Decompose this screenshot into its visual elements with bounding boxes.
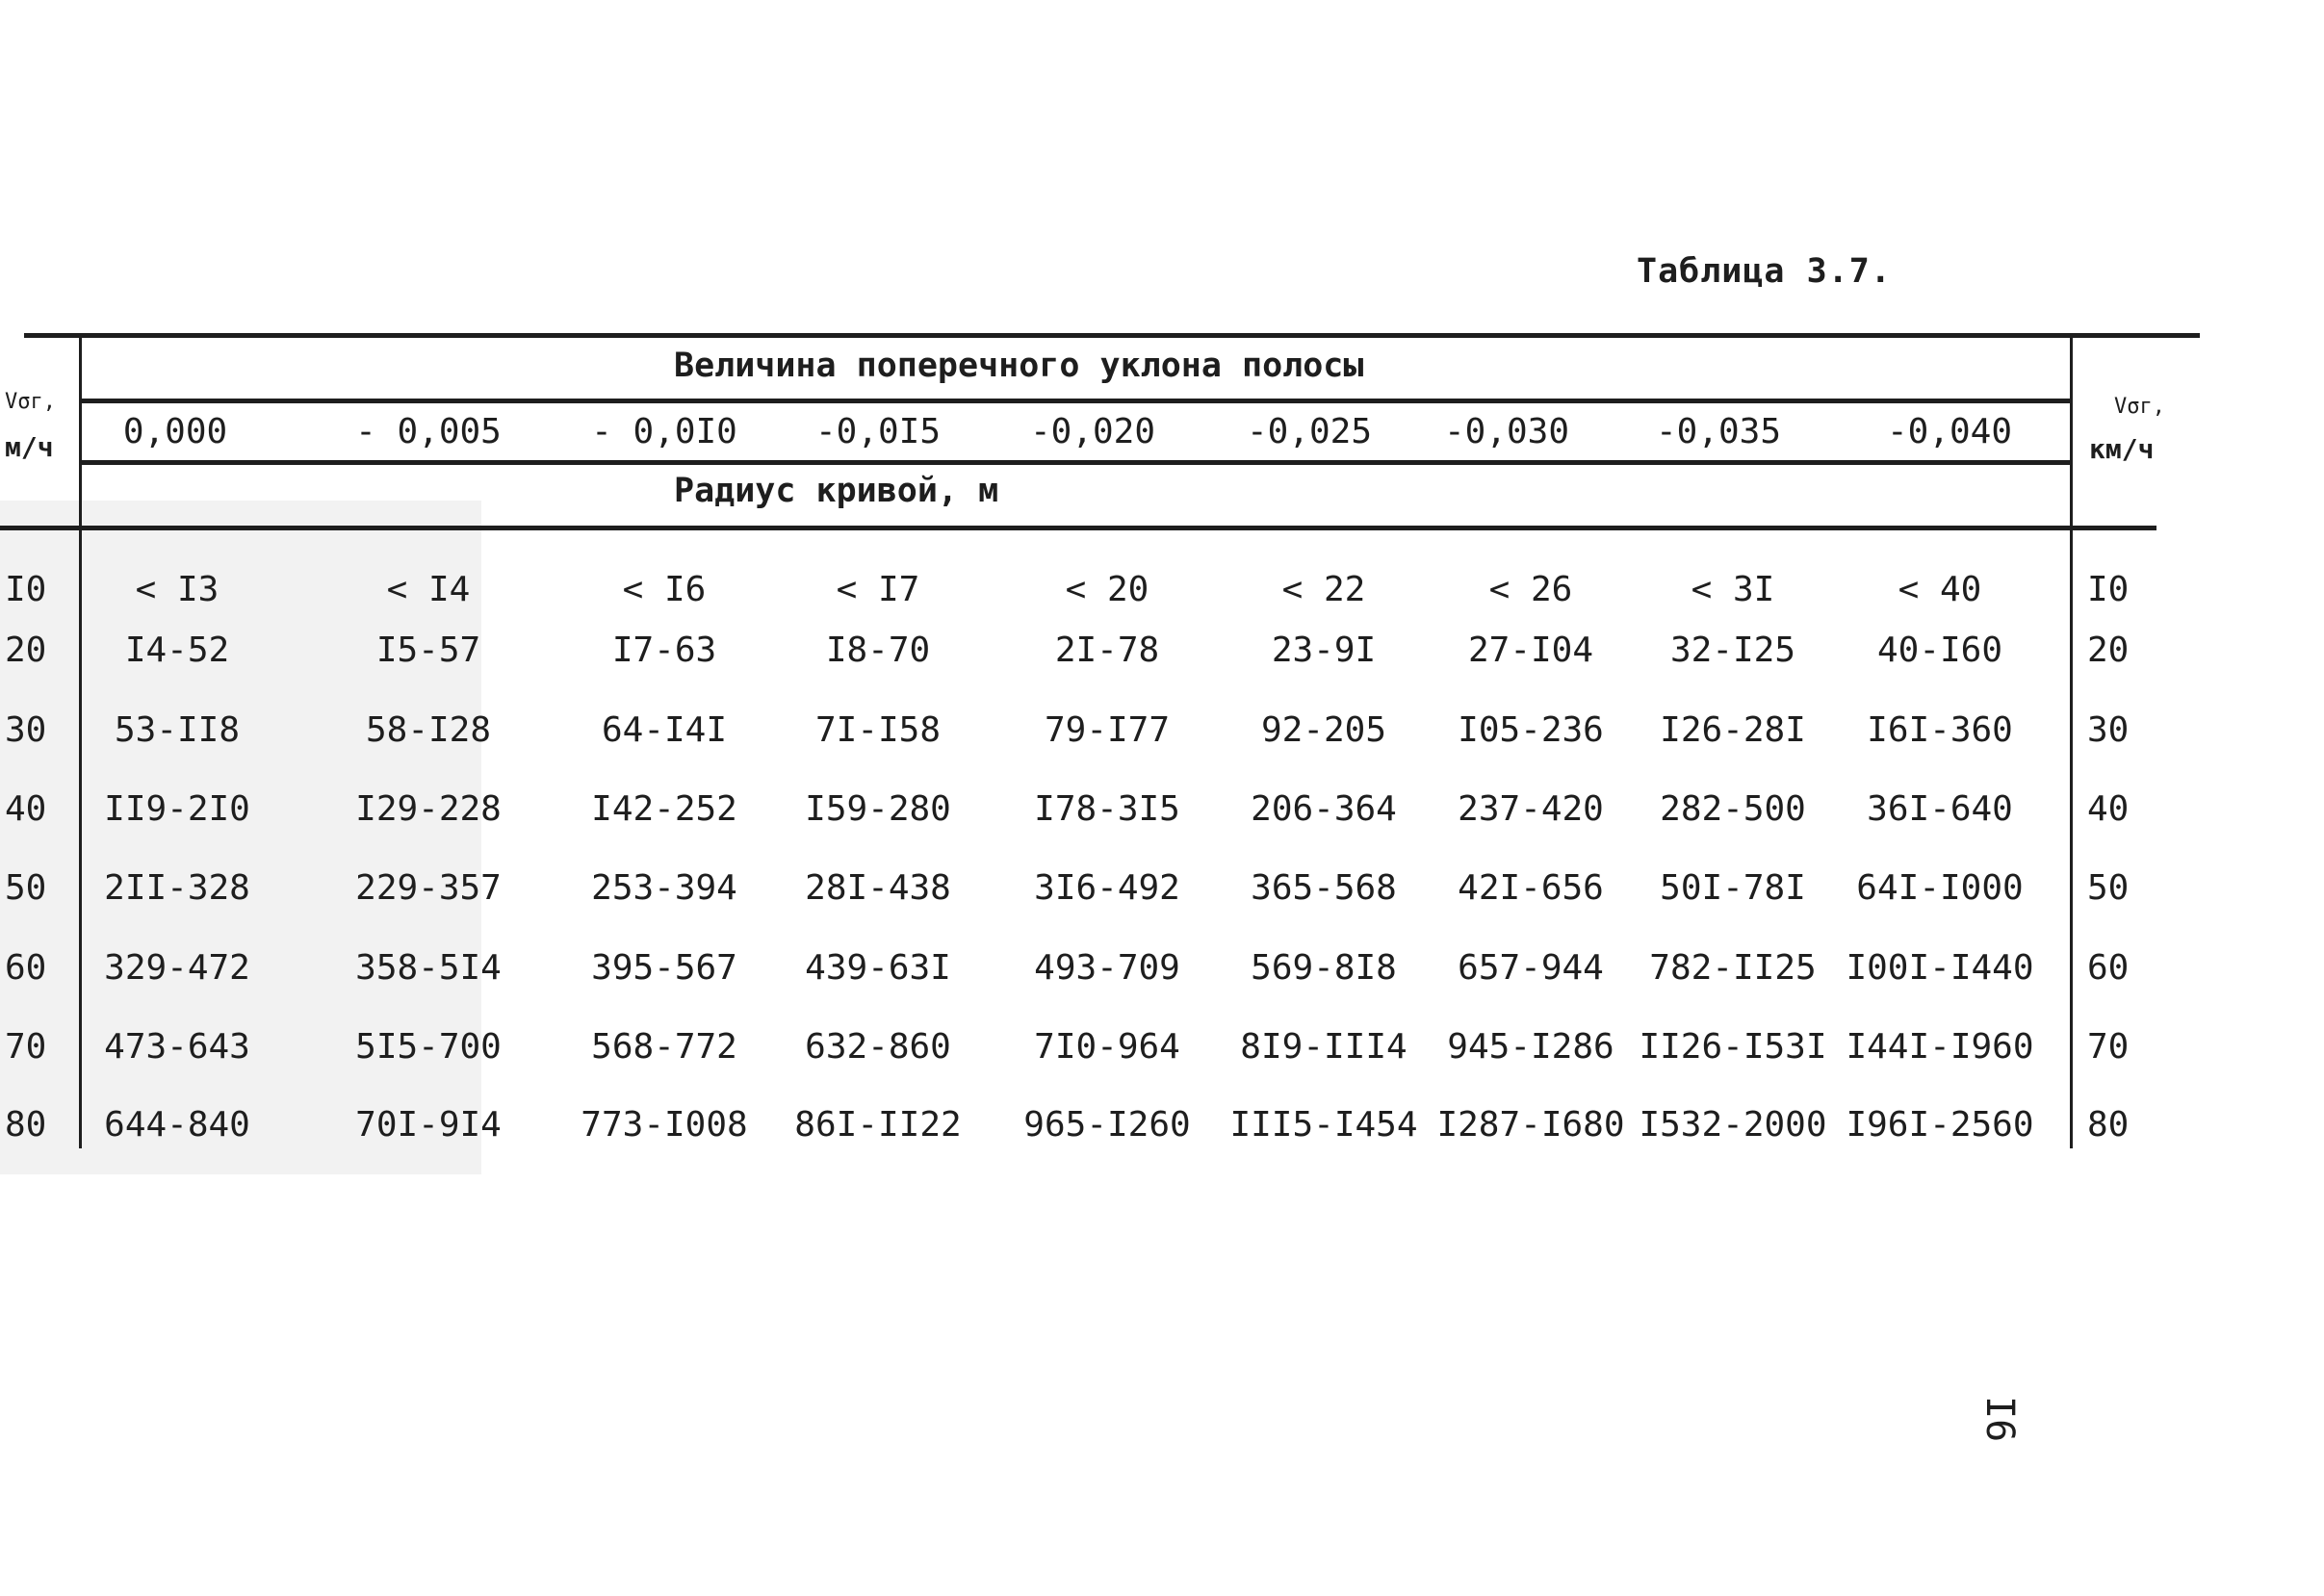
speed-cell-right: 50	[2087, 868, 2130, 908]
table-cell: I44I-I960	[1846, 1027, 2034, 1067]
table-cell: I05-236	[1458, 710, 1604, 750]
table-cell: 32-I25	[1669, 631, 1796, 670]
speed-cell-right: 60	[2087, 948, 2130, 988]
sub-title: Радиус кривой, м	[674, 472, 999, 510]
table-cell: 53-II8	[114, 710, 241, 750]
table-cell: 42I-656	[1458, 868, 1604, 908]
right-vertical-line	[2070, 335, 2073, 1148]
slope-header: -0,030	[1443, 412, 1570, 451]
table-cell: < 26	[1488, 570, 1573, 609]
table-cell: I7-63	[611, 631, 717, 670]
table-cell: 493-709	[1034, 948, 1180, 988]
table-cell: 229-357	[355, 868, 502, 908]
table-cell: 7I-I58	[814, 710, 942, 750]
table-cell: 237-420	[1458, 789, 1604, 829]
table-cell: I96I-2560	[1846, 1105, 2034, 1145]
table-cell: 50I-78I	[1660, 868, 1806, 908]
speed-unit-right: км/ч	[2089, 433, 2155, 465]
speed-cell-left: 30	[5, 710, 47, 750]
slope-header: - 0,005	[355, 412, 502, 451]
table-cell: 206-364	[1251, 789, 1397, 829]
slope-header: -0,020	[1029, 412, 1156, 451]
header-bottom-rule	[0, 526, 2156, 530]
speed-cell-right: 20	[2087, 631, 2130, 670]
speed-cell-right: 80	[2087, 1105, 2130, 1145]
slope-header: - 0,0I0	[591, 412, 737, 451]
table-cell: 8I9-III4	[1240, 1027, 1407, 1067]
table-cell: 79-I77	[1044, 710, 1171, 750]
table-cell: I29-228	[355, 789, 502, 829]
table-cell: < I6	[622, 570, 707, 609]
top-rule	[24, 333, 2200, 338]
table-cell: < 22	[1281, 570, 1366, 609]
table-cell: 439-63I	[805, 948, 951, 988]
table-cell: 27-I04	[1467, 631, 1594, 670]
table-cell: 965-I260	[1023, 1105, 1191, 1145]
table-cell: III5-I454	[1229, 1105, 1418, 1145]
table-cell: I78-3I5	[1034, 789, 1180, 829]
speed-unit-left: м/ч	[5, 431, 54, 463]
table-cell: 569-8I8	[1251, 948, 1397, 988]
speed-cell-right: 70	[2087, 1027, 2130, 1067]
table-cell: 282-500	[1660, 789, 1806, 829]
speed-cell-left: 60	[5, 948, 47, 988]
table-cell: 568-772	[591, 1027, 737, 1067]
table-cell: 945-I286	[1447, 1027, 1614, 1067]
table-cell: I26-28I	[1660, 710, 1806, 750]
table-cell: 632-860	[805, 1027, 951, 1067]
table-cell: < 3I	[1691, 570, 1775, 609]
slope-rule	[79, 460, 2072, 465]
table-cell: I532-2000	[1639, 1105, 1827, 1145]
table-cell: 253-394	[591, 868, 737, 908]
speed-cell-left: I0	[5, 570, 47, 609]
table-caption: Таблица 3.7.	[1637, 252, 1892, 291]
speed-cell-right: I0	[2087, 570, 2130, 609]
table-cell: 23-9I	[1271, 631, 1377, 670]
table-cell: 2I-78	[1054, 631, 1160, 670]
table-cell: 92-205	[1260, 710, 1387, 750]
table-cell: I8-70	[825, 631, 931, 670]
table-cell: I287-I680	[1436, 1105, 1625, 1145]
table-cell: I00I-I440	[1846, 948, 2034, 988]
slope-header: -0,0I5	[814, 412, 942, 451]
table-cell: 64-I4I	[601, 710, 728, 750]
table-cell: 70I-9I4	[355, 1105, 502, 1145]
table-cell: 3I6-492	[1034, 868, 1180, 908]
speed-cell-left: 70	[5, 1027, 47, 1067]
table-cell: I59-280	[805, 789, 951, 829]
table-cell: 782-II25	[1649, 948, 1817, 988]
table-cell: 7I0-964	[1034, 1027, 1180, 1067]
speed-cell-left: 80	[5, 1105, 47, 1145]
table-cell: < I4	[386, 570, 471, 609]
table-cell: I4-52	[124, 631, 230, 670]
speed-cell-left: 20	[5, 631, 47, 670]
table-cell: < 40	[1898, 570, 1982, 609]
table-cell: 28I-438	[805, 868, 951, 908]
table-cell: II26-I53I	[1639, 1027, 1827, 1067]
slope-header: -0,035	[1655, 412, 1782, 451]
speed-cell-right: 40	[2087, 789, 2130, 829]
table-cell: II9-2I0	[104, 789, 250, 829]
group-title: Величина поперечного уклона полосы	[674, 347, 1364, 385]
table-cell: < 20	[1065, 570, 1149, 609]
speed-label-left: Vσг,	[5, 390, 56, 414]
table-cell: I42-252	[591, 789, 737, 829]
table-cell: I6I-360	[1867, 710, 2013, 750]
table-cell: < I7	[836, 570, 920, 609]
table-cell: 36I-640	[1867, 789, 2013, 829]
table-cell: 5I5-700	[355, 1027, 502, 1067]
table-cell: 657-944	[1458, 948, 1604, 988]
group-rule	[79, 399, 2072, 403]
table-cell: 358-5I4	[355, 948, 502, 988]
table-cell: 773-I008	[581, 1105, 748, 1145]
table-cell: 365-568	[1251, 868, 1397, 908]
table-cell: 86I-II22	[794, 1105, 962, 1145]
table-cell: 2II-328	[104, 868, 250, 908]
table-cell: 644-840	[104, 1105, 250, 1145]
speed-cell-right: 30	[2087, 710, 2130, 750]
table-cell: 473-643	[104, 1027, 250, 1067]
table-cell: 395-567	[591, 948, 737, 988]
table-cell: 40-I60	[1876, 631, 2003, 670]
slope-header: -0,040	[1886, 412, 2013, 451]
table-cell: I5-57	[375, 631, 481, 670]
table-cell: 329-472	[104, 948, 250, 988]
table-cell: 64I-I000	[1856, 868, 2024, 908]
page-number: I6	[1977, 1396, 2022, 1443]
speed-cell-left: 50	[5, 868, 47, 908]
slope-header: -0,025	[1246, 412, 1373, 451]
slope-header: 0,000	[122, 412, 228, 451]
speed-label-right: Vσг,	[2114, 395, 2165, 419]
table-cell: 58-I28	[365, 710, 492, 750]
table-cell: < I3	[135, 570, 219, 609]
speed-cell-left: 40	[5, 789, 47, 829]
